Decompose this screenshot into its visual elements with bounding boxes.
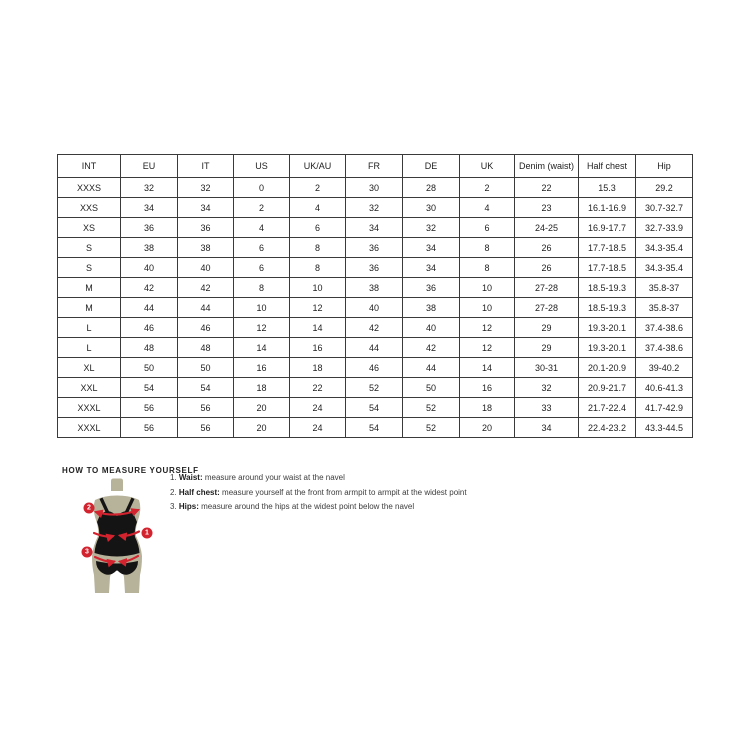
size-cell: XS (58, 218, 121, 238)
size-cell: 2 (460, 178, 515, 198)
table-row (58, 378, 693, 398)
table-row (58, 298, 693, 318)
size-cell: 30 (403, 198, 460, 218)
size-cell: 36 (346, 238, 403, 258)
size-cell: 17.7-18.5 (579, 258, 636, 278)
size-cell: 48 (178, 338, 234, 358)
size-cell: 22 (515, 178, 579, 198)
size-cell: 16 (460, 378, 515, 398)
size-cell: 32 (346, 198, 403, 218)
size-cell: 37.4-38.6 (636, 318, 693, 338)
size-cell: XXXL (58, 418, 121, 438)
size-cell: 32 (121, 178, 178, 198)
size-cell: 40 (121, 258, 178, 278)
size-cell: 52 (403, 398, 460, 418)
size-cell: 27-28 (515, 298, 579, 318)
size-cell: 34 (121, 198, 178, 218)
size-cell: 29 (515, 338, 579, 358)
size-cell: S (58, 238, 121, 258)
size-cell: 42 (121, 278, 178, 298)
size-cell: 56 (178, 398, 234, 418)
size-cell: 54 (346, 418, 403, 438)
size-cell: 19.3-20.1 (579, 318, 636, 338)
size-cell: XXS (58, 198, 121, 218)
size-cell: 29.2 (636, 178, 693, 198)
size-cell: 46 (121, 318, 178, 338)
size-cell: 12 (290, 298, 346, 318)
size-cell: 24 (290, 418, 346, 438)
size-cell: 52 (346, 378, 403, 398)
size-cell: 2 (234, 198, 290, 218)
size-cell: 30-31 (515, 358, 579, 378)
size-cell: 24 (290, 398, 346, 418)
size-cell: 56 (178, 418, 234, 438)
size-cell: 4 (290, 198, 346, 218)
size-cell: 35.8-37 (636, 298, 693, 318)
size-cell: 14 (234, 338, 290, 358)
size-cell: 16.9-17.7 (579, 218, 636, 238)
size-cell: XXXS (58, 178, 121, 198)
size-cell: 32 (403, 218, 460, 238)
mannequin-measure-figure (66, 476, 168, 602)
measure-section-title: HOW TO MEASURE YOURSELF (62, 465, 199, 475)
size-cell: 32.7-33.9 (636, 218, 693, 238)
size-cell: 42 (346, 318, 403, 338)
marker-hips (82, 547, 93, 558)
size-cell: 39-40.2 (636, 358, 693, 378)
size-cell: 4 (460, 198, 515, 218)
size-cell: 34 (346, 218, 403, 238)
size-cell: 8 (234, 278, 290, 298)
size-cell: 54 (178, 378, 234, 398)
size-cell: 42 (403, 338, 460, 358)
size-cell: L (58, 338, 121, 358)
size-cell: 46 (346, 358, 403, 378)
size-cell: 19.3-20.1 (579, 338, 636, 358)
size-cell: XXXL (58, 398, 121, 418)
size-cell: 12 (460, 338, 515, 358)
size-cell: 34 (515, 418, 579, 438)
column-header: DE (403, 155, 460, 178)
size-cell: 0 (234, 178, 290, 198)
size-cell: 10 (460, 278, 515, 298)
table-row (58, 398, 693, 418)
table-row (58, 218, 693, 238)
size-cell: 33 (515, 398, 579, 418)
table-row (58, 338, 693, 358)
size-cell: XXL (58, 378, 121, 398)
table-row (58, 238, 693, 258)
size-cell: 22 (290, 378, 346, 398)
size-cell: 20.1-20.9 (579, 358, 636, 378)
size-cell: 50 (178, 358, 234, 378)
size-cell: S (58, 258, 121, 278)
size-cell: 15.3 (579, 178, 636, 198)
size-cell: 24-25 (515, 218, 579, 238)
table-row (58, 318, 693, 338)
size-cell: 6 (234, 238, 290, 258)
size-cell: 32 (178, 178, 234, 198)
column-header: INT (58, 155, 121, 178)
table-row (58, 178, 693, 198)
size-cell: 18 (290, 358, 346, 378)
size-cell: 38 (178, 238, 234, 258)
size-cell: 38 (403, 298, 460, 318)
marker-waist-number: 1 (145, 529, 149, 537)
size-cell: 36 (346, 258, 403, 278)
column-header: IT (178, 155, 234, 178)
size-cell: 56 (121, 418, 178, 438)
marker-chest (84, 503, 95, 514)
measure-step-text: measure around the hips at the widest point below the navel (198, 502, 415, 511)
size-cell: 40 (346, 298, 403, 318)
size-cell: 6 (234, 258, 290, 278)
size-cell: 40 (178, 258, 234, 278)
size-cell: M (58, 298, 121, 318)
size-cell: 10 (460, 298, 515, 318)
measure-step-text: measure yourself at the front from armpit to armpit at the widest point (219, 487, 467, 497)
size-cell: 20 (234, 418, 290, 438)
size-cell: 37.4-38.6 (636, 338, 693, 358)
size-cell: 54 (346, 398, 403, 418)
table-row (58, 198, 693, 218)
size-cell: 35.8-37 (636, 278, 693, 298)
size-cell: 22.4-23.2 (579, 418, 636, 438)
measure-step-label: Hips: (178, 502, 199, 511)
column-header: UK/AU (290, 155, 346, 178)
table-row (58, 258, 693, 278)
size-cell: 44 (178, 298, 234, 318)
column-header: Denim (waist) (515, 155, 579, 178)
size-cell: 52 (403, 418, 460, 438)
size-cell: 8 (460, 258, 515, 278)
column-header: Hip (636, 155, 693, 178)
size-cell: 32 (515, 378, 579, 398)
measure-step (170, 503, 467, 511)
column-header: EU (121, 155, 178, 178)
size-cell: 50 (121, 358, 178, 378)
marker-waist (142, 528, 153, 539)
size-cell: 20 (460, 418, 515, 438)
table-header-row (58, 155, 693, 178)
size-cell: 56 (121, 398, 178, 418)
size-cell: 41.7-42.9 (636, 398, 693, 418)
size-cell: 6 (290, 218, 346, 238)
size-cell: 30.7-32.7 (636, 198, 693, 218)
measure-step-label: Half chest: (178, 487, 220, 497)
size-cell: 8 (460, 238, 515, 258)
size-cell: 8 (290, 258, 346, 278)
size-cell: 18.5-19.3 (579, 278, 636, 298)
size-cell: 10 (234, 298, 290, 318)
size-cell: 12 (234, 318, 290, 338)
size-cell: 40.6-41.3 (636, 378, 693, 398)
size-cell: 43.3-44.5 (636, 418, 693, 438)
size-cell: 26 (515, 238, 579, 258)
size-cell: 34 (178, 198, 234, 218)
size-cell: 34 (403, 258, 460, 278)
size-cell: L (58, 318, 121, 338)
size-cell: 10 (290, 278, 346, 298)
size-chart-table (57, 154, 693, 438)
size-cell: 18 (460, 398, 515, 418)
size-cell: 38 (346, 278, 403, 298)
size-cell: 28 (403, 178, 460, 198)
size-chart-section (57, 154, 693, 438)
size-cell: 44 (346, 338, 403, 358)
column-header: UK (460, 155, 515, 178)
size-cell: M (58, 278, 121, 298)
size-cell: 38 (121, 238, 178, 258)
size-cell: 18 (234, 378, 290, 398)
size-cell: 8 (290, 238, 346, 258)
size-cell: 14 (290, 318, 346, 338)
size-cell: 34 (403, 238, 460, 258)
table-row (58, 358, 693, 378)
measure-steps (170, 474, 467, 518)
size-cell: 21.7-22.4 (579, 398, 636, 418)
size-cell: 48 (121, 338, 178, 358)
column-header: US (234, 155, 290, 178)
size-cell: 42 (178, 278, 234, 298)
table-row (58, 418, 693, 438)
size-cell: 6 (460, 218, 515, 238)
size-cell: 36 (178, 218, 234, 238)
size-cell: 54 (121, 378, 178, 398)
size-cell: 34.3-35.4 (636, 258, 693, 278)
column-header: Half chest (579, 155, 636, 178)
size-cell: 18.5-19.3 (579, 298, 636, 318)
size-cell: 2 (290, 178, 346, 198)
measure-step-number: 3. (170, 502, 179, 511)
table-row (58, 278, 693, 298)
size-cell: 16.1-16.9 (579, 198, 636, 218)
size-cell: 20 (234, 398, 290, 418)
size-cell: 44 (121, 298, 178, 318)
size-cell: XL (58, 358, 121, 378)
size-cell: 34.3-35.4 (636, 238, 693, 258)
measure-step-label: Waist: (178, 473, 203, 482)
size-cell: 12 (460, 318, 515, 338)
size-cell: 16 (290, 338, 346, 358)
size-cell: 29 (515, 318, 579, 338)
size-cell: 36 (403, 278, 460, 298)
size-cell: 44 (403, 358, 460, 378)
measure-step-number: 1. (170, 473, 179, 482)
size-cell: 40 (403, 318, 460, 338)
size-cell: 50 (403, 378, 460, 398)
column-header: FR (346, 155, 403, 178)
size-cell: 17.7-18.5 (579, 238, 636, 258)
size-cell: 30 (346, 178, 403, 198)
size-cell: 14 (460, 358, 515, 378)
size-cell: 46 (178, 318, 234, 338)
size-cell: 16 (234, 358, 290, 378)
size-cell: 23 (515, 198, 579, 218)
size-cell: 26 (515, 258, 579, 278)
measure-step (170, 474, 467, 482)
size-cell: 27-28 (515, 278, 579, 298)
marker-chest-number: 2 (87, 504, 91, 512)
size-cell: 4 (234, 218, 290, 238)
measure-step-number: 2. (170, 487, 179, 497)
size-cell: 36 (121, 218, 178, 238)
marker-hips-number: 3 (85, 548, 89, 556)
measure-step (170, 489, 467, 497)
measure-step-text: measure around your waist at the navel (202, 473, 345, 482)
size-cell: 20.9-21.7 (579, 378, 636, 398)
